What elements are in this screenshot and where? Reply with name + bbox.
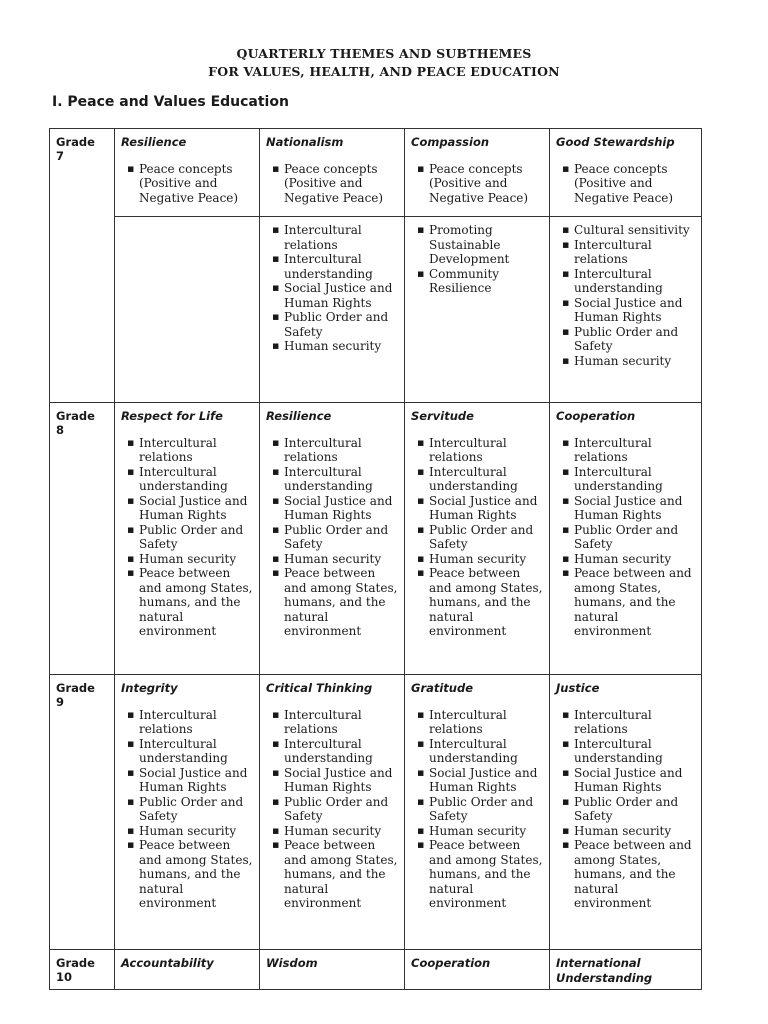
subtheme-item: ▪ Intercultural understanding: [127, 465, 253, 494]
subtheme-item: ▪ Peace between and among States, humans, and the natural environment: [127, 566, 253, 639]
subtheme-item: ▪ Public Order and Safety: [272, 523, 398, 552]
subtheme-list: [411, 436, 543, 639]
subtheme-item: ▪ Intercultural understanding: [272, 465, 398, 494]
subtheme-item: ▪ Peace between and among States, humans, and the natural environment: [127, 838, 253, 911]
quarter-theme: Accountability: [121, 956, 214, 970]
subtheme-item: ▪ Intercultural understanding: [127, 737, 253, 766]
subtheme-item: ▪ Peace between and among States, humans, and the natural environment: [272, 566, 398, 639]
document-title-line2: FOR VALUES, HEALTH, AND PEACE EDUCATION: [208, 64, 560, 79]
subtheme-item: ▪ Intercultural understanding: [417, 465, 543, 494]
themes-table: [49, 128, 702, 990]
subtheme-item: ▪ Public Order and Safety: [562, 523, 695, 552]
subtheme-item: ▪ Intercultural relations: [417, 436, 543, 465]
subtheme-item: ▪ Human security: [562, 354, 695, 369]
subtheme-item: ▪ Public Order and Safety: [417, 523, 543, 552]
quarter-theme: Good Stewardship: [556, 135, 675, 149]
quarter-theme: Cooperation: [411, 956, 491, 970]
subtheme-list: [121, 162, 253, 206]
theme-cell: [405, 403, 550, 675]
grade-number: 7: [56, 149, 65, 163]
theme-cell: [550, 675, 702, 950]
quarter-theme: Servitude: [411, 409, 474, 423]
theme-cell: [260, 129, 405, 217]
table-row-grade7-a: [50, 129, 702, 217]
quarter-theme: Cooperation: [556, 409, 636, 423]
quarter-theme: Wisdom: [266, 956, 318, 970]
subtheme-item: ▪ Human security: [417, 552, 543, 567]
subtheme-item: ▪ Peace concepts (Positive and Negative Peace): [127, 162, 253, 206]
subtheme-list: [556, 436, 695, 639]
subtheme-item: ▪ Human security: [127, 824, 253, 839]
subtheme-item: ▪ Human security: [562, 824, 695, 839]
subtheme-item: ▪ Intercultural relations: [272, 708, 398, 737]
subtheme-item: ▪ Peace concepts (Positive and Negative Peace): [562, 162, 695, 206]
grade-number: 9: [56, 695, 65, 709]
subtheme-list: [266, 436, 398, 639]
subtheme-cell: [405, 217, 550, 403]
subtheme-item: ▪ Intercultural understanding: [272, 252, 398, 281]
subtheme-item: ▪ Intercultural understanding: [417, 737, 543, 766]
subtheme-list: [121, 708, 253, 911]
table-row-grade10: [50, 950, 702, 990]
subtheme-item: ▪ Intercultural understanding: [562, 737, 695, 766]
subtheme-item: ▪ Social Justice and Human Rights: [417, 766, 543, 795]
subtheme-item: ▪ Intercultural relations: [127, 708, 253, 737]
subtheme-item: ▪ Intercultural relations: [127, 436, 253, 465]
subtheme-item: ▪ Social Justice and Human Rights: [562, 766, 695, 795]
theme-cell: [115, 950, 260, 990]
subtheme-cell: [260, 217, 405, 403]
subtheme-item: ▪ Social Justice and Human Rights: [272, 281, 398, 310]
theme-cell: [260, 675, 405, 950]
subtheme-list: [266, 223, 398, 354]
subtheme-item: ▪ Cultural sensitivity: [562, 223, 695, 238]
subtheme-item: ▪ Human security: [272, 552, 398, 567]
subtheme-list: [411, 708, 543, 911]
subtheme-list: [411, 223, 543, 296]
subtheme-item: ▪ Intercultural relations: [272, 223, 398, 252]
subtheme-item: ▪ Social Justice and Human Rights: [127, 766, 253, 795]
theme-cell: [405, 675, 550, 950]
quarter-theme: Resilience: [121, 135, 187, 149]
subtheme-item: ▪ Human security: [127, 552, 253, 567]
theme-cell: [260, 403, 405, 675]
grade-number: 10: [56, 970, 73, 984]
grade-label: Grade: [56, 956, 95, 970]
subtheme-item: ▪ Human security: [272, 824, 398, 839]
subtheme-item: ▪ Human security: [562, 552, 695, 567]
quarter-theme: Respect for Life: [121, 409, 223, 423]
subtheme-item: ▪ Peace concepts (Positive and Negative Peace): [272, 162, 398, 206]
subtheme-item: ▪ Intercultural relations: [562, 238, 695, 267]
subtheme-list: [556, 223, 695, 368]
subtheme-item: ▪ Social Justice and Human Rights: [272, 766, 398, 795]
theme-cell: [115, 129, 260, 217]
quarter-theme: International Understanding: [556, 956, 653, 985]
subtheme-item: ▪ Peace between and among States, humans, and the natural environment: [562, 838, 695, 911]
quarter-theme: Gratitude: [411, 681, 474, 695]
subtheme-list: [266, 708, 398, 911]
subtheme-item: ▪ Promoting Sustainable Development: [417, 223, 543, 267]
subtheme-list: [411, 162, 543, 206]
subtheme-item: ▪ Public Order and Safety: [562, 795, 695, 824]
subtheme-item: ▪ Human security: [272, 339, 398, 354]
subtheme-item: ▪ Peace between and among States, humans, and the natural environment: [417, 838, 543, 911]
subtheme-item: ▪ Peace between and among States, humans, and the natural environment: [272, 838, 398, 911]
quarter-theme: Justice: [556, 681, 600, 695]
subtheme-item: ▪ Social Justice and Human Rights: [562, 296, 695, 325]
subtheme-item: ▪ Public Order and Safety: [417, 795, 543, 824]
quarter-theme: Resilience: [266, 409, 332, 423]
table-row-grade8: [50, 403, 702, 675]
theme-cell: [115, 675, 260, 950]
subtheme-item: ▪ Intercultural understanding: [272, 737, 398, 766]
subtheme-item: ▪ Intercultural understanding: [562, 465, 695, 494]
theme-cell: [550, 129, 702, 217]
document-title-line1: QUARTERLY THEMES AND SUBTHEMES: [236, 46, 532, 61]
grade-cell-7: [50, 129, 115, 403]
subtheme-cell: [115, 217, 260, 403]
subtheme-item: ▪ Community Resilience: [417, 267, 543, 296]
theme-cell: [405, 950, 550, 990]
subtheme-list: [556, 162, 695, 206]
subtheme-list: [556, 708, 695, 911]
subtheme-item: ▪ Peace concepts (Positive and Negative Peace): [417, 162, 543, 206]
grade-number: 8: [56, 423, 65, 437]
subtheme-item: ▪ Intercultural relations: [417, 708, 543, 737]
grade-cell-9: [50, 675, 115, 950]
theme-cell: [115, 403, 260, 675]
section-heading: I. Peace and Values Education: [52, 94, 289, 110]
subtheme-item: ▪ Public Order and Safety: [127, 795, 253, 824]
subtheme-list: [266, 162, 398, 206]
subtheme-item: ▪ Intercultural relations: [562, 436, 695, 465]
subtheme-item: ▪ Intercultural relations: [272, 436, 398, 465]
table-row-grade9: [50, 675, 702, 950]
subtheme-item: ▪ Peace between and among States, humans, and the natural environment: [417, 566, 543, 639]
table-row-grade7-b: [50, 217, 702, 403]
subtheme-item: ▪ Social Justice and Human Rights: [127, 494, 253, 523]
theme-cell: [550, 950, 702, 990]
quarter-theme: Critical Thinking: [266, 681, 373, 695]
theme-cell: [260, 950, 405, 990]
subtheme-item: ▪ Intercultural relations: [562, 708, 695, 737]
grade-cell-8: [50, 403, 115, 675]
quarter-theme: Integrity: [121, 681, 178, 695]
subtheme-item: ▪ Social Justice and Human Rights: [272, 494, 398, 523]
grade-label: Grade: [56, 409, 95, 423]
subtheme-item: ▪ Public Order and Safety: [272, 310, 398, 339]
grade-label: Grade: [56, 135, 95, 149]
subtheme-item: ▪ Human security: [417, 824, 543, 839]
theme-cell: [550, 403, 702, 675]
subtheme-item: ▪ Social Justice and Human Rights: [562, 494, 695, 523]
subtheme-item: ▪ Peace between and among States, humans, and the natural environment: [562, 566, 695, 639]
subtheme-item: ▪ Public Order and Safety: [127, 523, 253, 552]
subtheme-item: ▪ Public Order and Safety: [562, 325, 695, 354]
subtheme-item: ▪ Intercultural understanding: [562, 267, 695, 296]
subtheme-item: ▪ Public Order and Safety: [272, 795, 398, 824]
theme-cell: [405, 129, 550, 217]
quarter-theme: Nationalism: [266, 135, 344, 149]
subtheme-item: ▪ Social Justice and Human Rights: [417, 494, 543, 523]
subtheme-cell: [550, 217, 702, 403]
subtheme-list: [121, 436, 253, 639]
grade-label: Grade: [56, 681, 95, 695]
quarter-theme: Compassion: [411, 135, 490, 149]
grade-cell-10: [50, 950, 115, 990]
